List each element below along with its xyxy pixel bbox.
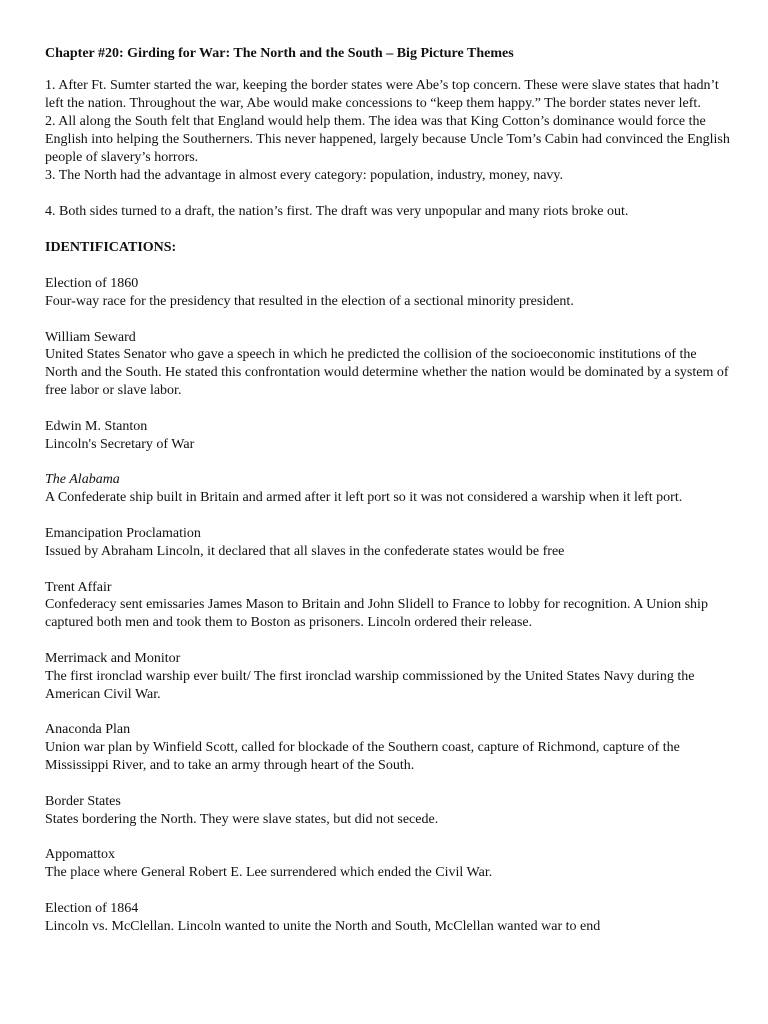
identifications-heading: IDENTIFICATIONS: <box>45 240 177 255</box>
themes-section <box>45 77 730 221</box>
identification-term: William Seward <box>45 329 136 345</box>
identification-entry <box>45 275 730 311</box>
identification-entry <box>45 418 730 454</box>
identification-entry <box>45 900 730 936</box>
theme-3: 3. The North had the advantage in almost every category: population, industry, money, navy. <box>45 168 563 183</box>
identification-term: Appomattox <box>45 847 115 863</box>
identification-term: The Alabama <box>45 472 120 488</box>
identification-entry <box>45 471 730 507</box>
chapter-title: Chapter #20: Girding for War: The North and the South – Big Picture Themes <box>45 46 514 61</box>
identification-entry <box>45 329 730 400</box>
identification-entry <box>45 579 730 632</box>
identification-definition: The first ironclad warship ever built/ The first ironclad warship commissioned by the United States Navy during the American Civil War. <box>45 668 695 702</box>
identification-entry <box>45 525 730 561</box>
identification-term: Anaconda Plan <box>45 722 131 738</box>
theme-4: 4. Both sides turned to a draft, the nation’s first. The draft was very unpopular and many riots broke out. <box>45 204 629 219</box>
document-page <box>45 45 730 954</box>
identification-definition: A Confederate ship built in Britain and armed after it left port so it was not considered a warship when it left port. <box>45 490 683 506</box>
identification-definition: Four-way race for the presidency that resulted in the election of a sectional minority president. <box>45 293 574 309</box>
identification-term: Trent Affair <box>45 579 112 595</box>
identification-definition: The place where General Robert E. Lee surrendered which ended the Civil War. <box>45 865 493 881</box>
identification-term: Election of 1864 <box>45 900 139 916</box>
identification-term: Border States <box>45 793 121 809</box>
identification-definition: Lincoln's Secretary of War <box>45 436 195 452</box>
identification-definition: States bordering the North. They were slave states, but did not secede. <box>45 811 439 827</box>
identification-definition: Confederacy sent emissaries James Mason to Britain and John Slidell to France to lobby for recognition. A Union ship captured both men and took them to Boston as prisoners. Lincoln ordered their release. <box>45 597 708 631</box>
identification-term: Emancipation Proclamation <box>45 525 201 541</box>
identification-entry <box>45 846 730 882</box>
theme-2: 2. All along the South felt that England would help them. The idea was that King Cotton’s dominance would force the English into helping the Southerners. This never happened, largely because Uncle Tom’s Cabin had convinced the English people of slavery’s horrors. <box>45 114 730 165</box>
identification-term: Merrimack and Monitor <box>45 650 181 666</box>
identification-definition: United States Senator who gave a speech in which he predicted the collision of the socioeconomic institutions of the North and the South. He stated this confrontation would determine whether the nation would be dominated by a system of free labor or slave labor. <box>45 347 729 398</box>
identification-term: Edwin M. Stanton <box>45 418 148 434</box>
identification-term: Election of 1860 <box>45 276 139 291</box>
identification-definition: Lincoln vs. McClellan. Lincoln wanted to unite the North and South, McClellan wanted war to end <box>45 918 601 934</box>
identification-entry <box>45 650 730 703</box>
identification-entry <box>45 793 730 829</box>
theme-1: 1. After Ft. Sumter started the war, keeping the border states were Abe’s top concern. These were slave states that hadn’t left the nation. Throughout the war, Abe would make concessions to “keep them happy.” The border states never left. <box>45 78 719 111</box>
identifications-list <box>45 275 730 936</box>
identification-entry <box>45 721 730 774</box>
identification-definition: Issued by Abraham Lincoln, it declared that all slaves in the confederate states would be free <box>45 543 565 559</box>
identification-definition: Union war plan by Winfield Scott, called for blockade of the Southern coast, capture of Richmond, capture of the Mississippi River, and to take an army through heart of the South. <box>45 740 680 773</box>
